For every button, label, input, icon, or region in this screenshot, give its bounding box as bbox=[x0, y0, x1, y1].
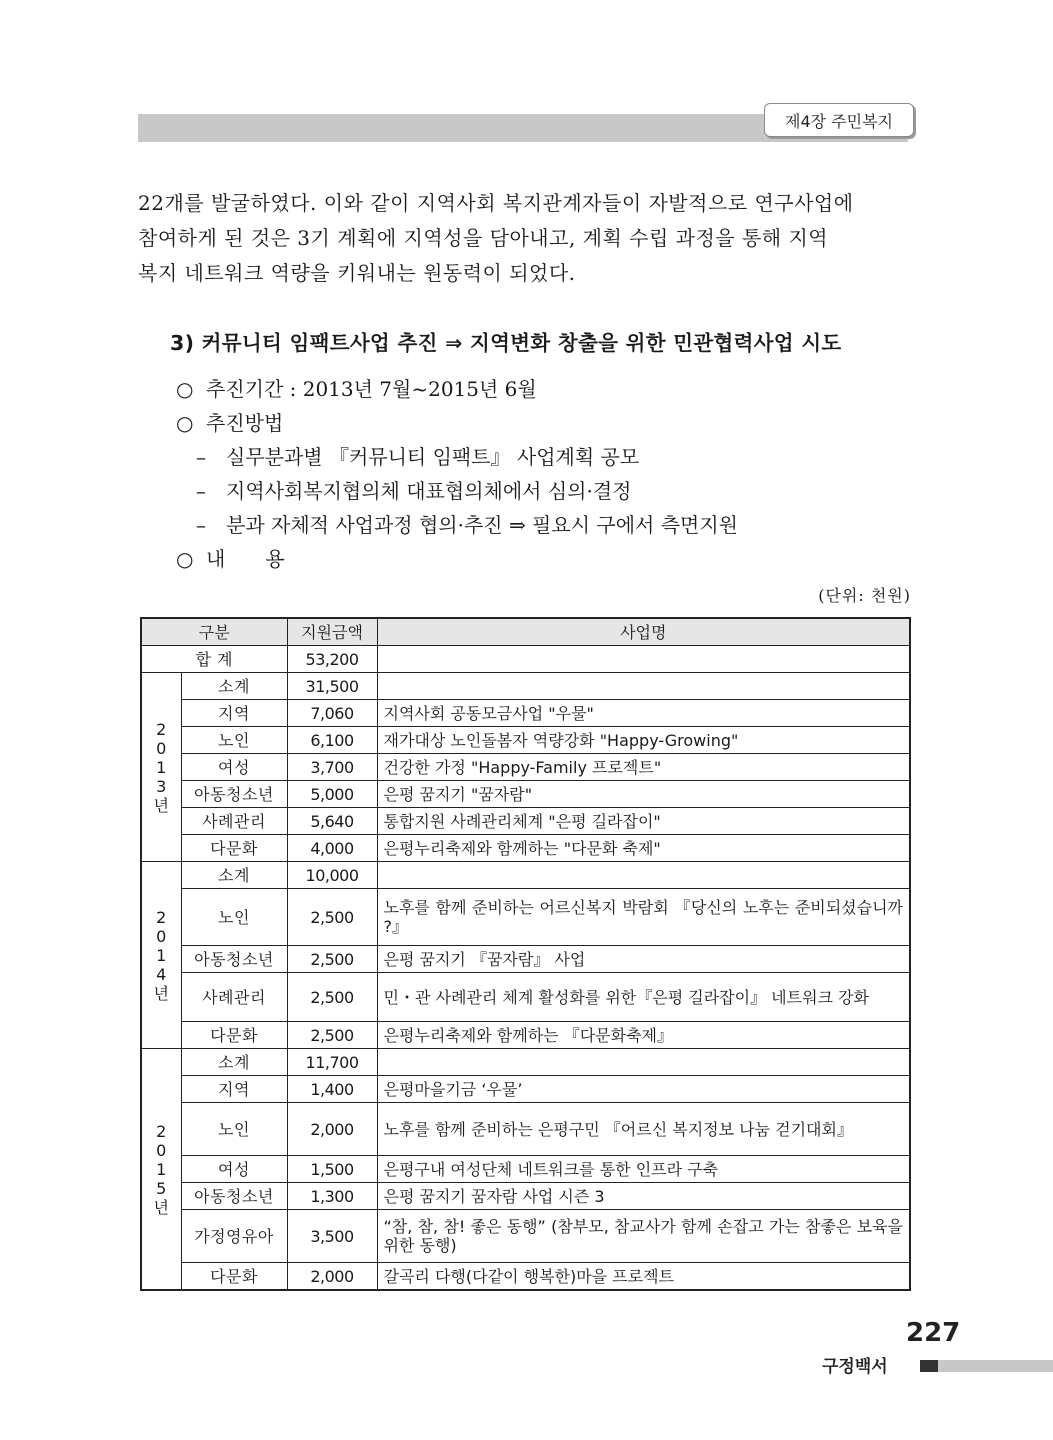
table-row bbox=[141, 1210, 910, 1263]
year-char: 1 bbox=[156, 1159, 167, 1179]
category-cell: 노인 bbox=[181, 889, 287, 946]
intro-line: 복지 네트워크 역량을 키워내는 원동력이 되었다. bbox=[138, 261, 576, 285]
amount-cell: 2,500 bbox=[287, 973, 377, 1022]
dash-bullet-icon: – bbox=[196, 513, 206, 537]
dash-bullet-icon: – bbox=[196, 479, 206, 503]
dash-text: 분과 자체적 사업과정 협의·추진 ⇒ 필요시 구에서 측면지원 bbox=[226, 513, 738, 537]
year-char: 년 bbox=[153, 1197, 169, 1217]
table-row bbox=[141, 973, 910, 1022]
year-char: 0 bbox=[156, 1140, 167, 1160]
year-char: 2 bbox=[156, 719, 167, 739]
table-row bbox=[141, 835, 910, 862]
category-cell: 다문화 bbox=[181, 1022, 287, 1049]
table-row bbox=[141, 1049, 910, 1076]
header-category: 구분 bbox=[141, 618, 287, 646]
bullet-item bbox=[176, 372, 916, 406]
table-row bbox=[141, 754, 910, 781]
bullet-text: 내 용 bbox=[206, 547, 285, 571]
amount-cell: 2,500 bbox=[287, 946, 377, 973]
table-row bbox=[141, 781, 910, 808]
intro-line: 참여하게 된 것은 3기 계획에 지역성을 담아내고, 계획 수립 과정을 통해 지역 bbox=[138, 226, 829, 250]
intro-paragraph bbox=[138, 186, 912, 291]
category-cell: 다문화 bbox=[181, 1263, 287, 1291]
table-row bbox=[141, 1076, 910, 1103]
table-row bbox=[141, 727, 910, 754]
year-char: 4 bbox=[156, 964, 167, 984]
amount-cell: 4,000 bbox=[287, 835, 377, 862]
bullet-item bbox=[176, 406, 916, 440]
table-row bbox=[141, 1183, 910, 1210]
bullet-text: 추진기간 : 2013년 7월~2015년 6월 bbox=[206, 377, 537, 401]
intro-line: 22개를 발굴하였다. 이와 같이 지역사회 복지관계자들이 자발적으로 연구사업에 bbox=[138, 191, 854, 215]
category-cell: 지역 bbox=[181, 700, 287, 727]
business-name-cell: 은평 꿈지기 꿈자람 사업 시즌 3 bbox=[377, 1183, 910, 1210]
dash-item bbox=[176, 508, 916, 542]
amount-cell: 3,500 bbox=[287, 1210, 377, 1263]
year-char: 1 bbox=[156, 945, 167, 965]
year-char: 3 bbox=[156, 776, 167, 796]
amount-cell: 2,000 bbox=[287, 1103, 377, 1156]
amount-cell: 1,300 bbox=[287, 1183, 377, 1210]
bullet-item bbox=[176, 542, 916, 576]
business-name-cell: 은평누리축제와 함께하는 『다문화축제』 bbox=[377, 1022, 910, 1049]
budget-table bbox=[140, 617, 911, 1291]
category-cell: 사례관리 bbox=[181, 808, 287, 835]
table-row bbox=[141, 1103, 910, 1156]
category-cell: 노인 bbox=[181, 727, 287, 754]
circle-bullet-icon: ○ bbox=[176, 547, 194, 571]
total-business-name bbox=[377, 646, 910, 673]
total-amount: 53,200 bbox=[287, 646, 377, 673]
category-cell: 노인 bbox=[181, 1103, 287, 1156]
business-name-cell: 재가대상 노인돌봄자 역량강화 "Happy-Growing" bbox=[377, 727, 910, 754]
business-name-cell bbox=[377, 673, 910, 700]
business-name-cell: 은평 꿈지기 『꿈자람』 사업 bbox=[377, 946, 910, 973]
business-name-cell bbox=[377, 1049, 910, 1076]
total-row bbox=[141, 646, 910, 673]
year-char: 2 bbox=[156, 907, 167, 927]
category-cell: 소계 bbox=[181, 1049, 287, 1076]
header-business-name: 사업명 bbox=[377, 618, 910, 646]
year-cell-2014 bbox=[141, 862, 181, 1049]
business-name-cell: 은평누리축제와 함께하는 "다문화 축제" bbox=[377, 835, 910, 862]
table-header-row bbox=[141, 618, 910, 646]
table-row bbox=[141, 808, 910, 835]
category-cell: 아동청소년 bbox=[181, 946, 287, 973]
amount-cell: 2,500 bbox=[287, 1022, 377, 1049]
chapter-label: 제4장 주민복지 bbox=[764, 103, 914, 137]
category-cell: 아동청소년 bbox=[181, 781, 287, 808]
business-name-cell: 노후를 함께 준비하는 어르신복지 박람회 『당신의 노후는 준비되셨습니까 ?』 bbox=[377, 889, 910, 946]
table-row bbox=[141, 1156, 910, 1183]
footer-bar bbox=[938, 1360, 1053, 1372]
book-title: 구정백서 bbox=[822, 1357, 888, 1377]
category-cell: 여성 bbox=[181, 754, 287, 781]
amount-cell: 1,500 bbox=[287, 1156, 377, 1183]
amount-cell: 2,500 bbox=[287, 889, 377, 946]
category-cell: 여성 bbox=[181, 1156, 287, 1183]
total-label: 합 계 bbox=[141, 646, 287, 673]
bullet-text: 추진방법 bbox=[206, 411, 284, 435]
table-row bbox=[141, 889, 910, 946]
year-char: 년 bbox=[153, 983, 169, 1003]
year-cell-2013 bbox=[141, 673, 181, 862]
year-char: 5 bbox=[156, 1178, 167, 1198]
amount-cell: 6,100 bbox=[287, 727, 377, 754]
dash-item bbox=[176, 474, 916, 508]
section-title: 3) 커뮤니티 임팩트사업 추진 ⇒ 지역변화 창출을 위한 민관협력사업 시도 bbox=[170, 331, 842, 355]
amount-cell: 31,500 bbox=[287, 673, 377, 700]
page-number: 227 bbox=[906, 1318, 961, 1348]
table-row bbox=[141, 862, 910, 889]
business-name-cell: 은평마을기금 ‘우물’ bbox=[377, 1076, 910, 1103]
category-cell: 아동청소년 bbox=[181, 1183, 287, 1210]
year-char: 1 bbox=[156, 757, 167, 777]
amount-cell: 3,700 bbox=[287, 754, 377, 781]
dash-text: 실무분과별 『커뮤니티 임팩트』 사업계획 공모 bbox=[226, 445, 640, 469]
category-cell: 소계 bbox=[181, 862, 287, 889]
business-name-cell bbox=[377, 862, 910, 889]
year-char: 2 bbox=[156, 1121, 167, 1141]
business-name-cell: 은평 꿈지기 "꿈자람" bbox=[377, 781, 910, 808]
dash-text: 지역사회복지협의체 대표협의체에서 심의·결정 bbox=[226, 479, 632, 503]
amount-cell: 2,000 bbox=[287, 1263, 377, 1291]
amount-cell: 5,640 bbox=[287, 808, 377, 835]
amount-cell: 7,060 bbox=[287, 700, 377, 727]
table-row bbox=[141, 1022, 910, 1049]
category-cell: 다문화 bbox=[181, 835, 287, 862]
dash-bullet-icon: – bbox=[196, 445, 206, 469]
business-name-cell: 지역사회 공동모금사업 "우물" bbox=[377, 700, 910, 727]
bullet-list bbox=[176, 372, 916, 576]
year-char: 0 bbox=[156, 926, 167, 946]
amount-cell: 1,400 bbox=[287, 1076, 377, 1103]
year-cell-2015 bbox=[141, 1049, 181, 1291]
unit-note: (단위: 천원) bbox=[818, 586, 911, 605]
business-name-cell: 노후를 함께 준비하는 은평구민 『어르신 복지정보 나눔 걷기대회』 bbox=[377, 1103, 910, 1156]
circle-bullet-icon: ○ bbox=[176, 377, 194, 401]
table-row bbox=[141, 1263, 910, 1291]
category-cell: 소계 bbox=[181, 673, 287, 700]
business-name-cell: “참, 참, 참! 좋은 동행” (참부모, 참교사가 함께 손잡고 가는 참좋은 보육을 위한 동행) bbox=[377, 1210, 910, 1263]
table-row bbox=[141, 946, 910, 973]
year-char: 년 bbox=[153, 795, 169, 815]
dash-item bbox=[176, 440, 916, 474]
business-name-cell: 은평구내 여성단체 네트워크를 통한 인프라 구축 bbox=[377, 1156, 910, 1183]
business-name-cell: 건강한 가정 "Happy-Family 프로젝트" bbox=[377, 754, 910, 781]
business-name-cell: 통합지원 사례관리체계 "은평 길라잡이" bbox=[377, 808, 910, 835]
table-row bbox=[141, 700, 910, 727]
amount-cell: 11,700 bbox=[287, 1049, 377, 1076]
amount-cell: 10,000 bbox=[287, 862, 377, 889]
header-amount: 지원금액 bbox=[287, 618, 377, 646]
table-row bbox=[141, 673, 910, 700]
business-name-cell: 민・관 사례관리 체계 활성화를 위한『은평 길라잡이』 네트워크 강화 bbox=[377, 973, 910, 1022]
category-cell: 사례관리 bbox=[181, 973, 287, 1022]
category-cell: 가정영유아 bbox=[181, 1210, 287, 1263]
year-char: 0 bbox=[156, 738, 167, 758]
amount-cell: 5,000 bbox=[287, 781, 377, 808]
footer-accent bbox=[920, 1360, 938, 1372]
business-name-cell: 갈곡리 다행(다같이 행복한)마을 프로젝트 bbox=[377, 1263, 910, 1291]
circle-bullet-icon: ○ bbox=[176, 411, 194, 435]
category-cell: 지역 bbox=[181, 1076, 287, 1103]
